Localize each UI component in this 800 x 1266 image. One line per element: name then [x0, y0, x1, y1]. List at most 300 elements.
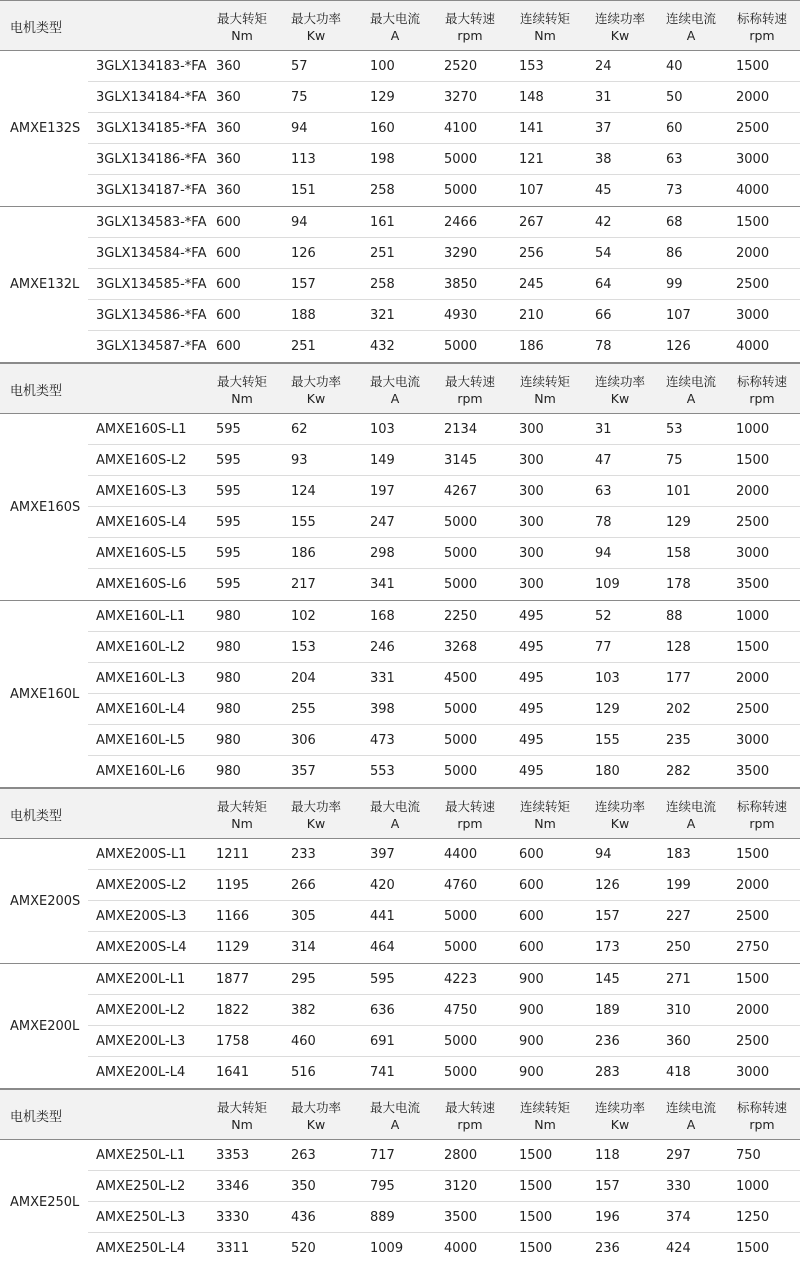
- column-name: 标称转速: [736, 799, 787, 814]
- spec-value: 24: [595, 59, 612, 74]
- spec-value: 495: [519, 702, 544, 717]
- spec-value: 330: [666, 1179, 691, 1194]
- spec-value: 100: [370, 59, 395, 74]
- column-unit: Kw: [306, 28, 326, 43]
- variant-code: AMXE160L-L5: [96, 733, 186, 748]
- spec-value: 149: [370, 453, 395, 468]
- spec-value: 464: [370, 940, 395, 955]
- column-name: 连续电流: [665, 1100, 716, 1115]
- spec-value: 321: [370, 308, 395, 323]
- motor-group: [0, 414, 800, 601]
- column-unit: A: [390, 816, 400, 831]
- spec-value: 4760: [444, 878, 478, 893]
- spec-value: 600: [216, 246, 241, 261]
- spec-value: 236: [595, 1034, 620, 1049]
- spec-value: 600: [216, 277, 241, 292]
- spec-value: 258: [370, 183, 395, 198]
- header-column: [586, 798, 654, 832]
- motor-group: [0, 1140, 800, 1264]
- table-row: [88, 238, 800, 269]
- spec-value: 4930: [444, 308, 478, 323]
- spec-value: 103: [370, 422, 395, 437]
- spec-value: 600: [519, 909, 544, 924]
- spec-value: 595: [216, 577, 241, 592]
- column-name: 最大转矩: [216, 11, 267, 26]
- header-column: [511, 373, 579, 407]
- column-unit: rpm: [749, 28, 775, 43]
- spec-value: 1500: [519, 1148, 553, 1163]
- header-column: [283, 373, 349, 407]
- variant-code: AMXE200L-L3: [96, 1034, 186, 1049]
- spec-value: 600: [519, 940, 544, 955]
- variant-code: AMXE160S-L5: [96, 546, 187, 561]
- spec-value: 63: [595, 484, 612, 499]
- spec-value: 2800: [444, 1148, 478, 1163]
- table-row: [88, 839, 800, 870]
- column-unit: Kw: [306, 1117, 326, 1132]
- column-name: 连续电流: [665, 374, 716, 389]
- spec-value: 5000: [444, 1065, 478, 1080]
- column-name: 最大电流: [369, 11, 420, 26]
- spec-value: 258: [370, 277, 395, 292]
- motor-group: [0, 51, 800, 207]
- spec-value: 45: [595, 183, 612, 198]
- motor-group: [0, 964, 800, 1089]
- table-row: [88, 1140, 800, 1171]
- column-unit: Kw: [610, 28, 630, 43]
- motor-model: AMXE132S: [10, 121, 81, 136]
- spec-value: 145: [595, 972, 620, 987]
- variant-code: 3GLX134186-*FA: [96, 152, 207, 167]
- column-name: 连续功率: [594, 374, 645, 389]
- spec-value: 246: [370, 640, 395, 655]
- table-row: [88, 175, 800, 206]
- spec-value: 3330: [216, 1210, 250, 1225]
- spec-value: 3270: [444, 90, 478, 105]
- spec-value: 900: [519, 1034, 544, 1049]
- column-unit: rpm: [749, 816, 775, 831]
- column-unit: Kw: [306, 816, 326, 831]
- spec-value: 295: [291, 972, 316, 987]
- spec-value: 31: [595, 422, 612, 437]
- spec-value: 900: [519, 1003, 544, 1018]
- spec-value: 37: [595, 121, 612, 136]
- spec-value: 3311: [216, 1241, 250, 1256]
- spec-value: 460: [291, 1034, 316, 1049]
- header-column: [208, 373, 276, 407]
- spec-value: 297: [666, 1148, 691, 1163]
- spec-value: 360: [216, 121, 241, 136]
- table-row: [88, 82, 800, 113]
- spec-value: 357: [291, 764, 316, 779]
- spec-value: 173: [595, 940, 620, 955]
- spec-value: 1195: [216, 878, 250, 893]
- spec-value: 68: [666, 215, 683, 230]
- spec-value: 186: [519, 339, 544, 354]
- column-unit: Kw: [306, 391, 326, 406]
- spec-value: 266: [291, 878, 316, 893]
- column-name: 最大电流: [369, 1100, 420, 1115]
- spec-value: 107: [519, 183, 544, 198]
- spec-value: 2500: [736, 702, 770, 717]
- spec-value: 1500: [736, 59, 770, 74]
- spec-value: 78: [595, 515, 612, 530]
- spec-value: 255: [291, 702, 316, 717]
- spec-value: 62: [291, 422, 308, 437]
- spec-value: 155: [291, 515, 316, 530]
- spec-value: 183: [666, 847, 691, 862]
- variant-code: AMXE160L-L2: [96, 640, 186, 655]
- variant-code: AMXE160S-L2: [96, 453, 187, 468]
- spec-value: 4100: [444, 121, 478, 136]
- spec-value: 418: [666, 1065, 691, 1080]
- column-unit: A: [390, 28, 400, 43]
- spec-value: 3000: [736, 152, 770, 167]
- spec-value: 382: [291, 1003, 316, 1018]
- header-column: [362, 10, 428, 44]
- column-name: 连续转矩: [519, 799, 570, 814]
- spec-value: 189: [595, 1003, 620, 1018]
- column-name: 标称转速: [736, 11, 787, 26]
- spec-value: 73: [666, 183, 683, 198]
- table-header: [0, 0, 800, 51]
- spec-value: 160: [370, 121, 395, 136]
- spec-value: 298: [370, 546, 395, 561]
- column-unit: A: [686, 816, 696, 831]
- column-unit: Nm: [534, 391, 556, 406]
- spec-value: 157: [595, 1179, 620, 1194]
- spec-value: 495: [519, 764, 544, 779]
- spec-value: 495: [519, 609, 544, 624]
- table-row: [88, 756, 800, 787]
- column-name: 最大转速: [444, 1100, 495, 1115]
- header-column: [511, 798, 579, 832]
- spec-value: 398: [370, 702, 395, 717]
- spec-value: 121: [519, 152, 544, 167]
- spec-value: 5000: [444, 183, 478, 198]
- header-column: [511, 10, 579, 44]
- spec-value: 2466: [444, 215, 478, 230]
- header-column: [657, 1099, 725, 1133]
- table-row: [88, 1026, 800, 1057]
- table-row: [88, 300, 800, 331]
- column-name: 最大功率: [290, 1100, 341, 1115]
- header-column: [436, 798, 504, 832]
- table-row: [88, 725, 800, 756]
- variant-code: AMXE250L-L1: [96, 1148, 186, 1163]
- spec-value: 217: [291, 577, 316, 592]
- spec-value: 3346: [216, 1179, 250, 1194]
- spec-value: 5000: [444, 546, 478, 561]
- spec-value: 94: [291, 121, 308, 136]
- spec-value: 900: [519, 972, 544, 987]
- header-column: [728, 1099, 796, 1133]
- header-column: [283, 1099, 349, 1133]
- spec-value: 300: [519, 546, 544, 561]
- table-row: [88, 663, 800, 694]
- column-name: 最大转速: [444, 799, 495, 814]
- column-name: 最大电流: [369, 799, 420, 814]
- column-name: 连续电流: [665, 11, 716, 26]
- motor-group: [0, 839, 800, 964]
- column-name: 最大功率: [290, 374, 341, 389]
- variant-code: AMXE200S-L4: [96, 940, 187, 955]
- spec-value: 4223: [444, 972, 478, 987]
- column-unit: Nm: [534, 1117, 556, 1132]
- spec-value: 5000: [444, 764, 478, 779]
- spec-value: 3000: [736, 733, 770, 748]
- spec-value: 360: [666, 1034, 691, 1049]
- table-row: [88, 995, 800, 1026]
- header-column: [728, 373, 796, 407]
- column-name: 连续功率: [594, 11, 645, 26]
- table-header: [0, 788, 800, 839]
- variant-code: AMXE160S-L6: [96, 577, 187, 592]
- column-unit: Nm: [231, 816, 253, 831]
- spec-value: 595: [216, 422, 241, 437]
- spec-value: 52: [595, 609, 612, 624]
- spec-value: 3500: [444, 1210, 478, 1225]
- spec-value: 553: [370, 764, 395, 779]
- variant-code: AMXE250L-L4: [96, 1241, 186, 1256]
- spec-value: 495: [519, 733, 544, 748]
- spec-value: 102: [291, 609, 316, 624]
- table-row: [88, 901, 800, 932]
- spec-value: 227: [666, 909, 691, 924]
- header-column: [362, 798, 428, 832]
- spec-value: 3000: [736, 308, 770, 323]
- spec-value: 4000: [736, 183, 770, 198]
- spec-value: 5000: [444, 733, 478, 748]
- spec-value: 197: [370, 484, 395, 499]
- column-name: 最大功率: [290, 799, 341, 814]
- spec-value: 600: [216, 215, 241, 230]
- column-unit: rpm: [457, 391, 483, 406]
- spec-value: 103: [595, 671, 620, 686]
- spec-value: 199: [666, 878, 691, 893]
- variant-code: AMXE160S-L4: [96, 515, 187, 530]
- spec-value: 2500: [736, 909, 770, 924]
- variant-code: AMXE250L-L3: [96, 1210, 186, 1225]
- spec-value: 495: [519, 640, 544, 655]
- column-unit: Nm: [231, 28, 253, 43]
- table-row: [88, 269, 800, 300]
- spec-value: 980: [216, 702, 241, 717]
- spec-value: 300: [519, 422, 544, 437]
- variant-code: AMXE160L-L4: [96, 702, 186, 717]
- column-unit: A: [686, 391, 696, 406]
- spec-value: 2250: [444, 609, 478, 624]
- column-unit: rpm: [457, 1117, 483, 1132]
- header-motor-type: 电机类型: [10, 809, 63, 824]
- variant-code: 3GLX134584-*FA: [96, 246, 207, 261]
- table-row: [88, 207, 800, 238]
- spec-value: 889: [370, 1210, 395, 1225]
- spec-value: 188: [291, 308, 316, 323]
- spec-value: 263: [291, 1148, 316, 1163]
- header-column: [728, 798, 796, 832]
- spec-value: 1009: [370, 1241, 404, 1256]
- spec-value: 180: [595, 764, 620, 779]
- table-row: [88, 601, 800, 632]
- spec-value: 54: [595, 246, 612, 261]
- column-unit: A: [390, 391, 400, 406]
- spec-value: 157: [595, 909, 620, 924]
- spec-value: 141: [519, 121, 544, 136]
- column-unit: rpm: [457, 28, 483, 43]
- column-name: 连续电流: [665, 799, 716, 814]
- spec-value: 2000: [736, 484, 770, 499]
- spec-value: 314: [291, 940, 316, 955]
- spec-value: 3145: [444, 453, 478, 468]
- spec-value: 4267: [444, 484, 478, 499]
- variant-code: AMXE160L-L3: [96, 671, 186, 686]
- spec-value: 101: [666, 484, 691, 499]
- spec-value: 397: [370, 847, 395, 862]
- spec-value: 148: [519, 90, 544, 105]
- spec-value: 126: [595, 878, 620, 893]
- motor-model: AMXE250L: [10, 1194, 80, 1210]
- spec-value: 1000: [736, 422, 770, 437]
- header-column: [362, 373, 428, 407]
- variant-code: AMXE200S-L2: [96, 878, 187, 893]
- spec-value: 1000: [736, 609, 770, 624]
- spec-value: 305: [291, 909, 316, 924]
- spec-value: 126: [666, 339, 691, 354]
- spec-value: 245: [519, 277, 544, 292]
- column-name: 连续功率: [594, 799, 645, 814]
- variant-code: AMXE200S-L1: [96, 847, 187, 862]
- column-unit: Kw: [610, 1117, 630, 1132]
- column-unit: rpm: [457, 816, 483, 831]
- header-column: [586, 10, 654, 44]
- spec-value: 495: [519, 671, 544, 686]
- table-row: [88, 632, 800, 663]
- spec-value: 235: [666, 733, 691, 748]
- spec-value: 1500: [736, 215, 770, 230]
- spec-value: 900: [519, 1065, 544, 1080]
- spec-value: 5000: [444, 1034, 478, 1049]
- spec-value: 331: [370, 671, 395, 686]
- column-unit: rpm: [749, 1117, 775, 1132]
- spec-value: 1000: [736, 1179, 770, 1194]
- column-unit: Nm: [231, 1117, 253, 1132]
- spec-value: 60: [666, 121, 683, 136]
- header-column: [586, 1099, 654, 1133]
- variant-code: AMXE200L-L4: [96, 1065, 186, 1080]
- spec-value: 5000: [444, 702, 478, 717]
- table-row: [88, 113, 800, 144]
- spec-value: 256: [519, 246, 544, 261]
- spec-value: 2000: [736, 1003, 770, 1018]
- column-name: 标称转速: [736, 1100, 787, 1115]
- column-unit: Kw: [610, 391, 630, 406]
- spec-value: 980: [216, 764, 241, 779]
- variant-code: 3GLX134183-*FA: [96, 59, 207, 74]
- spec-value: 38: [595, 152, 612, 167]
- spec-value: 151: [291, 183, 316, 198]
- spec-value: 424: [666, 1241, 691, 1256]
- spec-value: 4000: [444, 1241, 478, 1256]
- table-row: [88, 1057, 800, 1088]
- spec-value: 233: [291, 847, 316, 862]
- column-name: 连续功率: [594, 1100, 645, 1115]
- spec-value: 64: [595, 277, 612, 292]
- spec-value: 1211: [216, 847, 250, 862]
- spec-value: 3290: [444, 246, 478, 261]
- spec-value: 161: [370, 215, 395, 230]
- header-column: [208, 1099, 276, 1133]
- column-name: 最大功率: [290, 11, 341, 26]
- variant-code: AMXE200L-L2: [96, 1003, 186, 1018]
- spec-value: 124: [291, 484, 316, 499]
- spec-value: 741: [370, 1065, 395, 1080]
- spec-value: 99: [666, 277, 683, 292]
- spec-value: 2000: [736, 878, 770, 893]
- column-name: 最大转矩: [216, 1100, 267, 1115]
- spec-value: 436: [291, 1210, 316, 1225]
- spec-value: 3268: [444, 640, 478, 655]
- column-name: 最大转速: [444, 11, 495, 26]
- table-row: [88, 1233, 800, 1264]
- spec-value: 341: [370, 577, 395, 592]
- spec-value: 2500: [736, 121, 770, 136]
- spec-value: 300: [519, 453, 544, 468]
- spec-value: 129: [370, 90, 395, 105]
- spec-value: 267: [519, 215, 544, 230]
- spec-value: 3000: [736, 1065, 770, 1080]
- variant-code: AMXE160S-L1: [96, 422, 187, 437]
- spec-value: 66: [595, 308, 612, 323]
- spec-value: 1500: [736, 1241, 770, 1256]
- spec-value: 432: [370, 339, 395, 354]
- motor-model: AMXE160L: [10, 686, 80, 702]
- spec-value: 4400: [444, 847, 478, 862]
- spec-value: 750: [736, 1148, 761, 1163]
- spec-value: 107: [666, 308, 691, 323]
- spec-value: 595: [216, 515, 241, 530]
- column-unit: Kw: [610, 816, 630, 831]
- header-column: [436, 1099, 504, 1133]
- variant-code: AMXE200L-L1: [96, 972, 186, 987]
- spec-value: 2750: [736, 940, 770, 955]
- spec-value: 202: [666, 702, 691, 717]
- table-row: [88, 932, 800, 963]
- spec-value: 2500: [736, 515, 770, 530]
- spec-value: 178: [666, 577, 691, 592]
- spec-value: 2000: [736, 246, 770, 261]
- header-column: [511, 1099, 579, 1133]
- spec-value: 3500: [736, 577, 770, 592]
- spec-value: 595: [216, 453, 241, 468]
- variant-code: AMXE250L-L2: [96, 1179, 186, 1194]
- spec-value: 980: [216, 609, 241, 624]
- spec-value: 1500: [736, 453, 770, 468]
- spec-value: 283: [595, 1065, 620, 1080]
- spec-value: 75: [291, 90, 308, 105]
- spec-value: 300: [519, 577, 544, 592]
- column-unit: A: [390, 1117, 400, 1132]
- spec-value: 1129: [216, 940, 250, 955]
- spec-value: 40: [666, 59, 683, 74]
- spec-value: 636: [370, 1003, 395, 1018]
- table-header: [0, 1089, 800, 1140]
- spec-value: 86: [666, 246, 683, 261]
- spec-value: 129: [595, 702, 620, 717]
- motor-model: AMXE132L: [10, 277, 80, 292]
- spec-value: 204: [291, 671, 316, 686]
- spec-value: 1500: [736, 640, 770, 655]
